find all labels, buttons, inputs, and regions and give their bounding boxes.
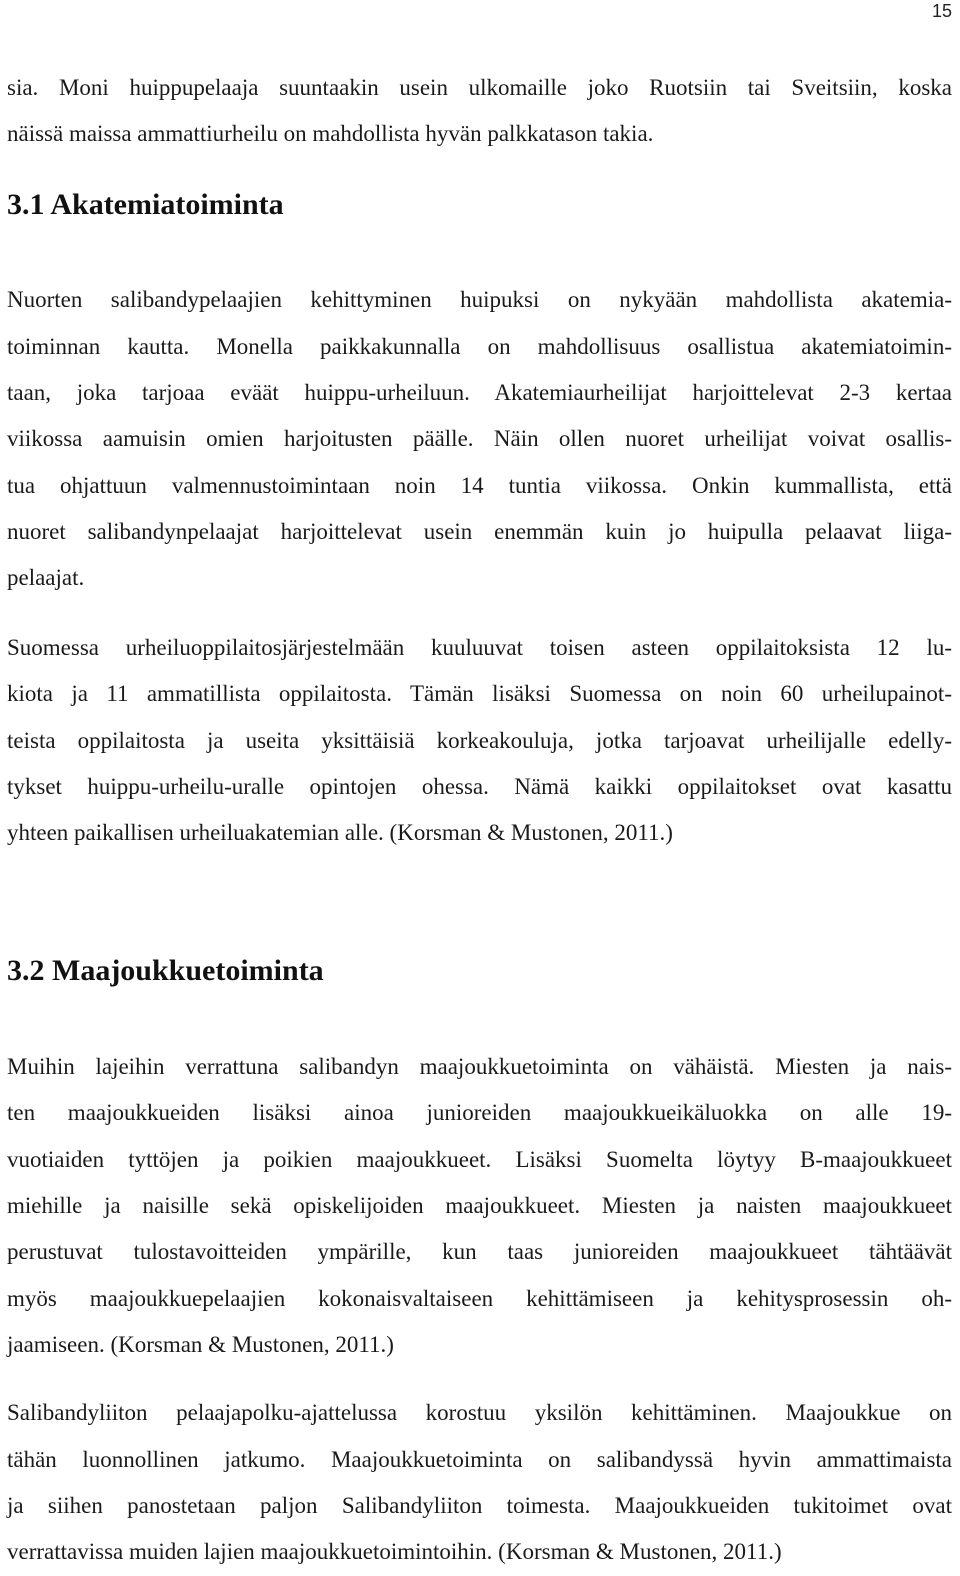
text-line: tähän luonnollinen jatkumo. Maajoukkuetoiminta on salibandyssä hyvin ammattimaista xyxy=(7,1447,952,1472)
text-line: miehille ja naisille sekä opiskelijoiden maajoukkueet. Miesten ja naisten maajoukkueet xyxy=(7,1193,952,1218)
text-line: perustuvat tulostavoitteiden ympärille, kun taas junioreiden maajoukkueet tähtäävät xyxy=(7,1239,952,1264)
section-heading-3-2: 3.2 Maajoukkuetoiminta xyxy=(7,954,324,987)
text-line: Nuorten salibandypelaajien kehittyminen huipuksi on nykyään mahdollista akatemia- xyxy=(7,287,952,312)
text-line: toiminnan kautta. Monella paikkakunnalla on mahdollisuus osallistua akatemiatoimin- xyxy=(7,334,952,359)
text-line: Suomessa urheiluoppilaitosjärjestelmään kuuluuvat toisen asteen oppilaitoksista 12 lu- xyxy=(7,635,952,660)
text-line: viikossa aamuisin omien harjoitusten päälle. Näin ollen nuoret urheilijat voivat osallis- xyxy=(7,426,952,451)
text-line: ten maajoukkueiden lisäksi ainoa junioreiden maajoukkueikäluokka on alle 19- xyxy=(7,1100,952,1125)
text-line: tua ohjattuun valmennustoimintaan noin 14 tuntia viikossa. Onkin kummallista, että xyxy=(7,473,952,498)
section-heading-3-1: 3.1 Akatemiatoiminta xyxy=(7,188,284,221)
text-line: Muihin lajeihin verrattuna salibandyn maajoukkuetoiminta on vähäistä. Miesten ja nais- xyxy=(7,1054,952,1079)
text-line: Salibandyliiton pelaajapolku-ajattelussa korostuu yksilön kehittäminen. Maajoukkue on xyxy=(7,1400,952,1425)
text-line: pelaajat. xyxy=(7,565,85,590)
text-line: sia. Moni huippupelaaja suuntaakin usein ulkomaille joko Ruotsiin tai Sveitsiin, koska xyxy=(7,75,952,100)
page-number: 15 xyxy=(931,1,952,21)
text-line: myös maajoukkuepelaajien kokonaisvaltaiseen kehittämiseen ja kehitysprosessin oh- xyxy=(7,1286,952,1311)
text-line: verrattavissa muiden lajien maajoukkuetoimintoihin. (Korsman & Mustonen, 2011.) xyxy=(7,1539,782,1564)
text-line: yhteen paikallisen urheiluakatemian alle. (Korsman & Mustonen, 2011.) xyxy=(7,820,673,845)
text-line: taan, joka tarjoaa eväät huippu-urheiluun. Akatemiaurheilijat harjoittelevat 2-3 kertaa xyxy=(7,380,952,405)
text-line: jaamiseen. (Korsman & Mustonen, 2011.) xyxy=(7,1332,394,1357)
text-line: tykset huippu-urheilu-uralle opintojen ohessa. Nämä kaikki oppilaitokset ovat kasattu xyxy=(7,774,952,799)
text-line: kiota ja 11 ammatillista oppilaitosta. Tämän lisäksi Suomessa on noin 60 urheilupainot- xyxy=(7,681,952,706)
text-line: nuoret salibandynpelaajat harjoittelevat usein enemmän kuin jo huipulla pelaavat liiga- xyxy=(7,519,952,544)
text-line: vuotiaiden tyttöjen ja poikien maajoukkueet. Lisäksi Suomelta löytyy B-maajoukkueet xyxy=(7,1147,952,1172)
text-line: teista oppilaitosta ja useita yksittäisiä korkeakouluja, jotka tarjoavat urheilijalle edelly- xyxy=(7,728,952,753)
text-line: näissä maissa ammattiurheilu on mahdollista hyvän palkkatason takia. xyxy=(7,121,654,146)
text-line: ja siihen panostetaan paljon Salibandyliiton toimesta. Maajoukkueiden tukitoimet ovat xyxy=(7,1493,952,1518)
